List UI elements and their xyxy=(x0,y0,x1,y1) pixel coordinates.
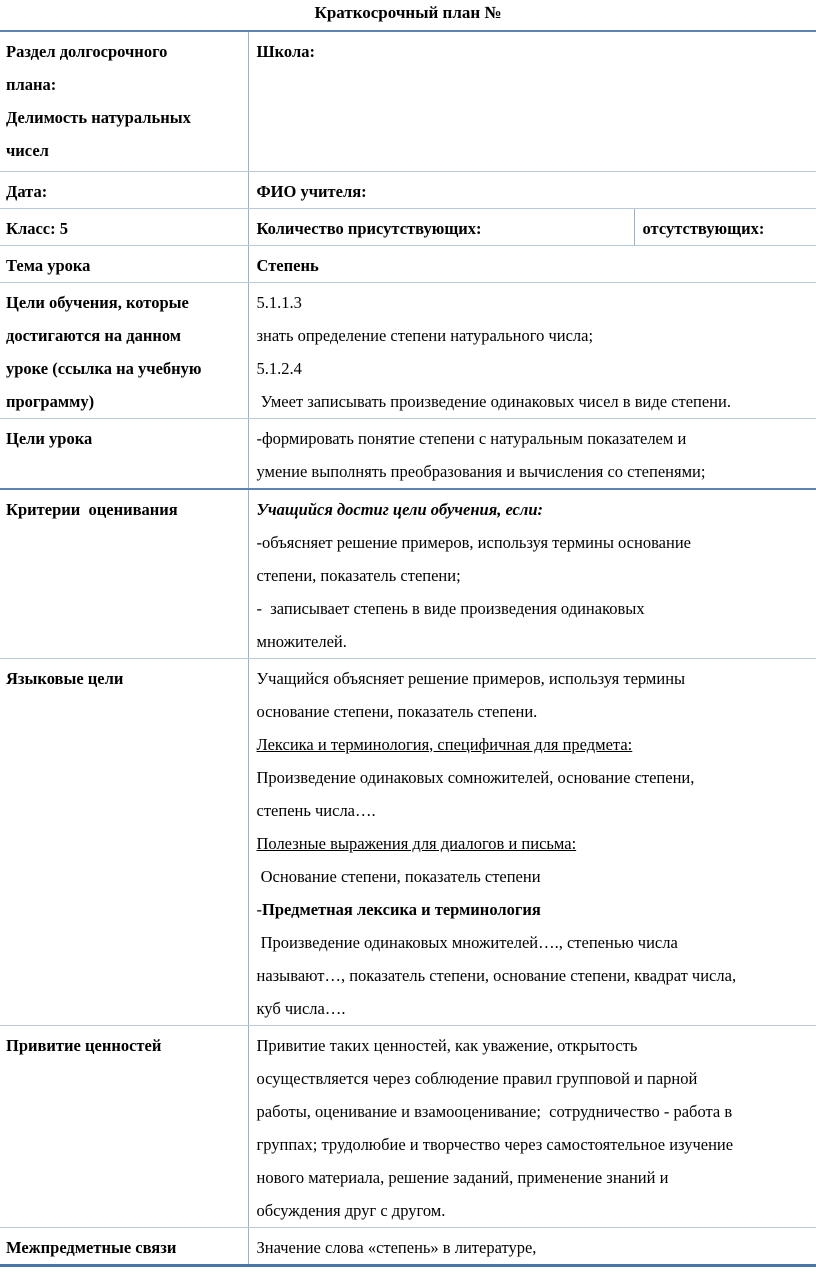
section-label: Раздел долгосрочного плана: Делимость натуральных чисел xyxy=(0,31,248,171)
row-language-goals xyxy=(0,658,816,1025)
row-class xyxy=(0,208,816,245)
subject-vocab-heading: Предметная лексика и терминология xyxy=(262,899,541,919)
language-goals-label: Языковые цели xyxy=(0,658,248,1025)
row-criteria xyxy=(0,489,816,659)
objectives-value xyxy=(248,282,816,418)
objective-text: знать определение степени натурального числа; xyxy=(256,325,594,345)
page-title: Краткосрочный план № xyxy=(314,3,502,22)
criteria-value: Учащийся достиг цели обучения, если: -объясняет решение примеров, используя термины основание степени, показатель степени; - записывает степень в виде произведения одинаковых множителей. xyxy=(248,489,816,659)
row-objectives xyxy=(0,282,816,418)
cross-subject-value: Значение слова «степень» в литературе, xyxy=(248,1227,816,1265)
row-lesson-goals xyxy=(0,418,816,489)
criteria-label: Критерии оценивания xyxy=(0,489,248,659)
row-topic xyxy=(0,245,816,282)
objective-code: 5.1.2.4 xyxy=(256,358,302,378)
present-count-field[interactable]: Количество присутствующих: xyxy=(248,208,634,245)
lesson-goals-value: -формировать понятие степени с натуральным показателем и умение выполнять преобразования и вычисления со степенями; xyxy=(248,418,816,489)
cross-subject-label: Межпредметные связи xyxy=(0,1227,248,1265)
teacher-field[interactable]: ФИО учителя: xyxy=(248,171,816,208)
school-field[interactable]: Школа: xyxy=(248,31,816,171)
row-cross-subject xyxy=(0,1227,816,1265)
lesson-plan-table xyxy=(0,30,816,1267)
values-label: Привитие ценностей xyxy=(0,1025,248,1227)
values-value: Привитие таких ценностей, как уважение, открытость осуществляется через соблюдение правил групповой и парной работы, оценивание и взамооценивание; сотрудничество - работа в группах; трудолюбие и творчество через самостоятельное изучение нового материала, решение заданий, применение знаний и обсуждения друг с другом. xyxy=(248,1025,816,1227)
absent-count-field[interactable]: отсутствующих: xyxy=(634,208,816,245)
class-label: Класс: 5 xyxy=(0,208,248,245)
phrases-heading: Полезные выражения для диалогов и письма: xyxy=(256,833,577,853)
objectives-label: Цели обучения, которые достигаются на данном уроке (ссылка на учебную программу) xyxy=(0,282,248,418)
row-date xyxy=(0,171,816,208)
lesson-goals-label: Цели урока xyxy=(0,418,248,489)
language-goals-value: Учащийся объясняет решение примеров, используя термины основание степени, показатель степени. Лексика и терминология, специфичная для предмета: Произведение одинаковых сомножителей, основание степени, степень числа…. Полезные выражения для диалогов и письма: Основание степени, показатель степени -Предметная лексика и терминология Произведение одинаковых множителей…., степенью числа называют…, показатель степени, основание степени, квадрат числа, куб числа…. xyxy=(248,658,816,1025)
objective-code: 5.1.1.3 xyxy=(256,292,302,312)
vocab-heading: Лексика и терминология, специфичная для предмета: xyxy=(256,734,633,754)
date-label: Дата: xyxy=(0,171,248,208)
topic-value: Степень xyxy=(248,245,816,282)
objective-text: Умеет записывать произведение одинаковых чисел в виде степени. xyxy=(256,391,731,411)
criteria-heading: Учащийся достиг цели обучения, если: xyxy=(256,499,544,519)
row-section xyxy=(0,31,816,171)
row-values xyxy=(0,1025,816,1227)
topic-label: Тема урока xyxy=(0,245,248,282)
